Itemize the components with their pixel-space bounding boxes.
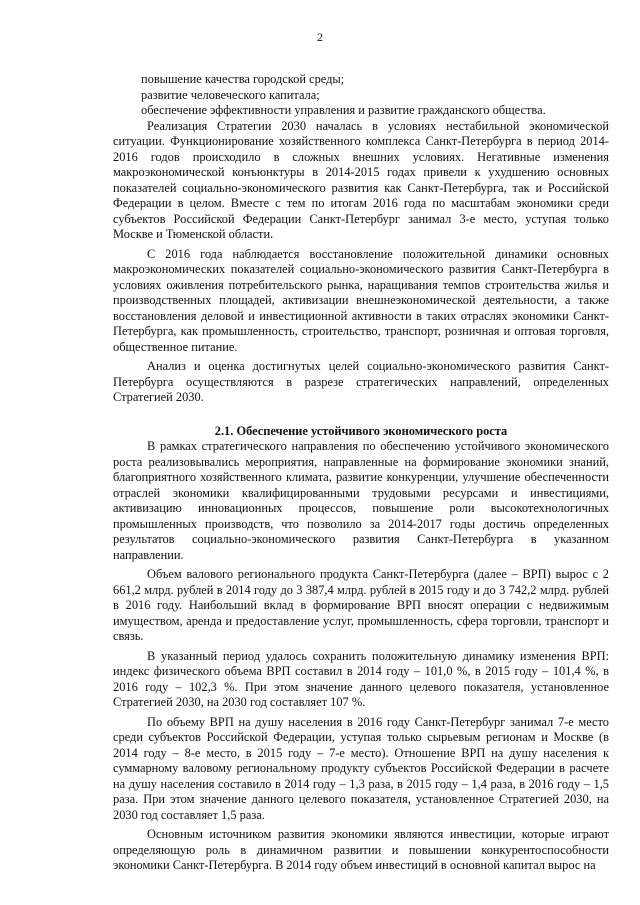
paragraph: Реализация Стратегии 2030 началась в условиях нестабильной экономической ситуации. Функционирование хозяйственного комплекса Санкт-Петербурга в период 2014-2016 годов происходило в сложных внешних условиях. Негативные изменения макроэкономической конъюнктуры в 2014-2015 годах привели к ухудшению основных показателей социально-экономического развития как Санкт-Петербурга, так и Российской Федерации в целом. Вместе с тем по итогам 2016 года по масштабам экономики среди субъектов Российской Федерации Санкт-Петербург занимал 3-е место, уступая только Москве и Тюменской области. xyxy=(113,118,609,241)
document-body xyxy=(113,72,609,874)
paragraph: Объем валового регионального продукта Санкт-Петербурга (далее – ВРП) вырос с 2 661,2 млрд. рублей в 2014 году до 3 387,4 млрд. рублей в 2015 году и до 3 742,2 млрд. рублей в 2016 году. Наибольший вклад в формирование ВРП вносят операции с недвижимым имуществом, аренда и предоставление услуг, промышленность, сфера торговли, транспорт и связь. xyxy=(113,567,609,643)
list-item: обеспечение эффективности управления и развитие гражданского общества. xyxy=(141,103,546,117)
paragraph: В указанный период удалось сохранить положительную динамику изменения ВРП: индекс физического объема ВРП составил в 2014 году – 101,0 %, в 2015 году – 101,4 %, в 2016 году – 102,3 %. При этом значение данного целевого показателя, установленное Стратегией 2030, на 2030 год составляет 107 %. xyxy=(113,648,609,709)
list-item: повышение качества городской среды; xyxy=(141,72,345,86)
paragraph: По объему ВРП на душу населения в 2016 году Санкт-Петербург занимал 7-е место среди субъектов Российской Федерации, уступая только сырьевым регионам и Москве (в 2014 году – 8-е место, в 2015 году – 7-е место). Отношение ВРП на душу населения к суммарному валовому региональному продукту субъектов Российской Федерации в расчете на душу населения составило в 2014 году – 1,3 раза, в 2015 году – 1,4 раза, в 2016 году – 1,5 раза. При этом значение данного целевого показателя, установленное Стратегией 2030, на 2030 год составляет 1,5 раза. xyxy=(113,714,609,822)
paragraph: С 2016 года наблюдается восстановление положительной динамики основных макроэкономических показателей социально-экономического развития Санкт-Петербурга в условиях оживления потребительского рынка, наращивания темпов строительства жилья и производственных площадей, активизации внешнеэкономической деятельности, а также восстановления деловой и инвестиционной активности в таких отраслях экономики Санкт-Петербурга, как промышленность, строительство, транспорт, розничная и оптовая торговля, общественное питание. xyxy=(113,246,609,354)
section-heading: 2.1. Обеспечение устойчивого экономического роста xyxy=(214,423,508,438)
paragraph: Анализ и оценка достигнутых целей социально-экономического развития Санкт-Петербурга осуществляются в разрезе стратегических направлений, определенных Стратегией 2030. xyxy=(113,359,609,404)
paragraph: В рамках стратегического направления по обеспечению устойчивого экономического роста реализовывались мероприятия, направленные на формирование экономики знаний, благоприятного хозяйственного климата, развитие конкуренции, улучшение обеспеченности отраслей экономики квалифицированными трудовыми ресурсами и инвестициями, активизацию инновационных процессов, повышение роли высокотехнологичных промышленных производств, что позволило за 2014-2017 годы достичь определенных результатов социально-экономического развития Санкт-Петербурга в указанном направлении. xyxy=(113,439,609,562)
paragraph: Основным источником развития экономики являются инвестиции, которые играют определяющую роль в динамичном развитии и повышении конкурентоспособности экономики Санкт-Петербурга. В 2014 году объем инвестиций в основной капитал вырос на xyxy=(113,827,609,872)
list-item: развитие человеческого капитала; xyxy=(141,87,320,102)
page-number: 2 xyxy=(317,30,323,44)
